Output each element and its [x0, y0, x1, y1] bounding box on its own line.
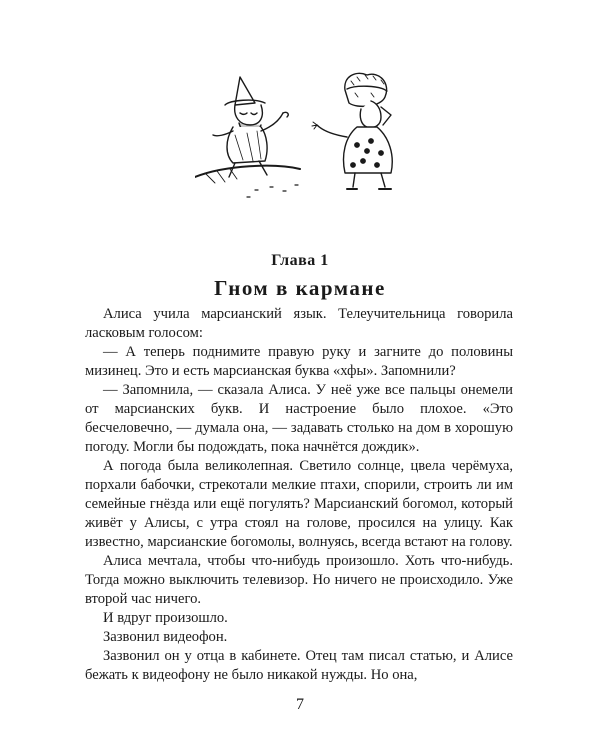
paragraph: — Запомнила, — сказала Алиса. У неё уже все пальцы онемели от марсианских букв. И настроение было плохое. «Это бесчеловечно, — думала она, — задавать столько на дом в хорошую погоду. Могли бы подождать, пока начнётся дождик». [85, 382, 513, 455]
chapter-label: Глава 1 [271, 252, 329, 269]
chapter-title: Гном в кармане [214, 276, 386, 300]
chapter-body [85, 305, 513, 685]
girl-figure [312, 73, 392, 189]
page-number: 7 [296, 696, 304, 713]
paragraph: — А теперь поднимите правую руку и загните до половины мизинец. Это и есть марсианская буква «хфы». Запомнили? [85, 344, 513, 379]
paragraph: Зазвонил видеофон. [103, 629, 228, 645]
paragraph: Алиса учила марсианский язык. Телеучительница говорила ласковым голосом: [85, 306, 513, 341]
paragraph: А погода была великолепная. Светило солнце, цвела черёмуха, порхали бабочки, стрекотали мелкие птахи, спорили, строить ли им семейные гнёзда или ещё погулять? Марсианский богомол, который живёт у Алисы, с утра стоял на голове, просился на улицу. Как известно, марсианские богомолы, волнуясь, всегда встают на голову. [85, 458, 513, 550]
gnome-and-girl-illustration [195, 65, 415, 210]
paragraph: Зазвонил он у отца в кабинете. Отец там писал статью, и Алисе бежать к видеофону не было никакой нужды. Но она, [85, 648, 513, 683]
paragraph: И вдруг произошло. [103, 610, 228, 626]
paragraph: Алиса мечтала, чтобы что-нибудь произошло. Хоть что-нибудь. Тогда можно выключить телевизор. Но ничего не происходило. Уже второй час ничего. [85, 553, 513, 607]
gnome-figure [195, 77, 300, 197]
